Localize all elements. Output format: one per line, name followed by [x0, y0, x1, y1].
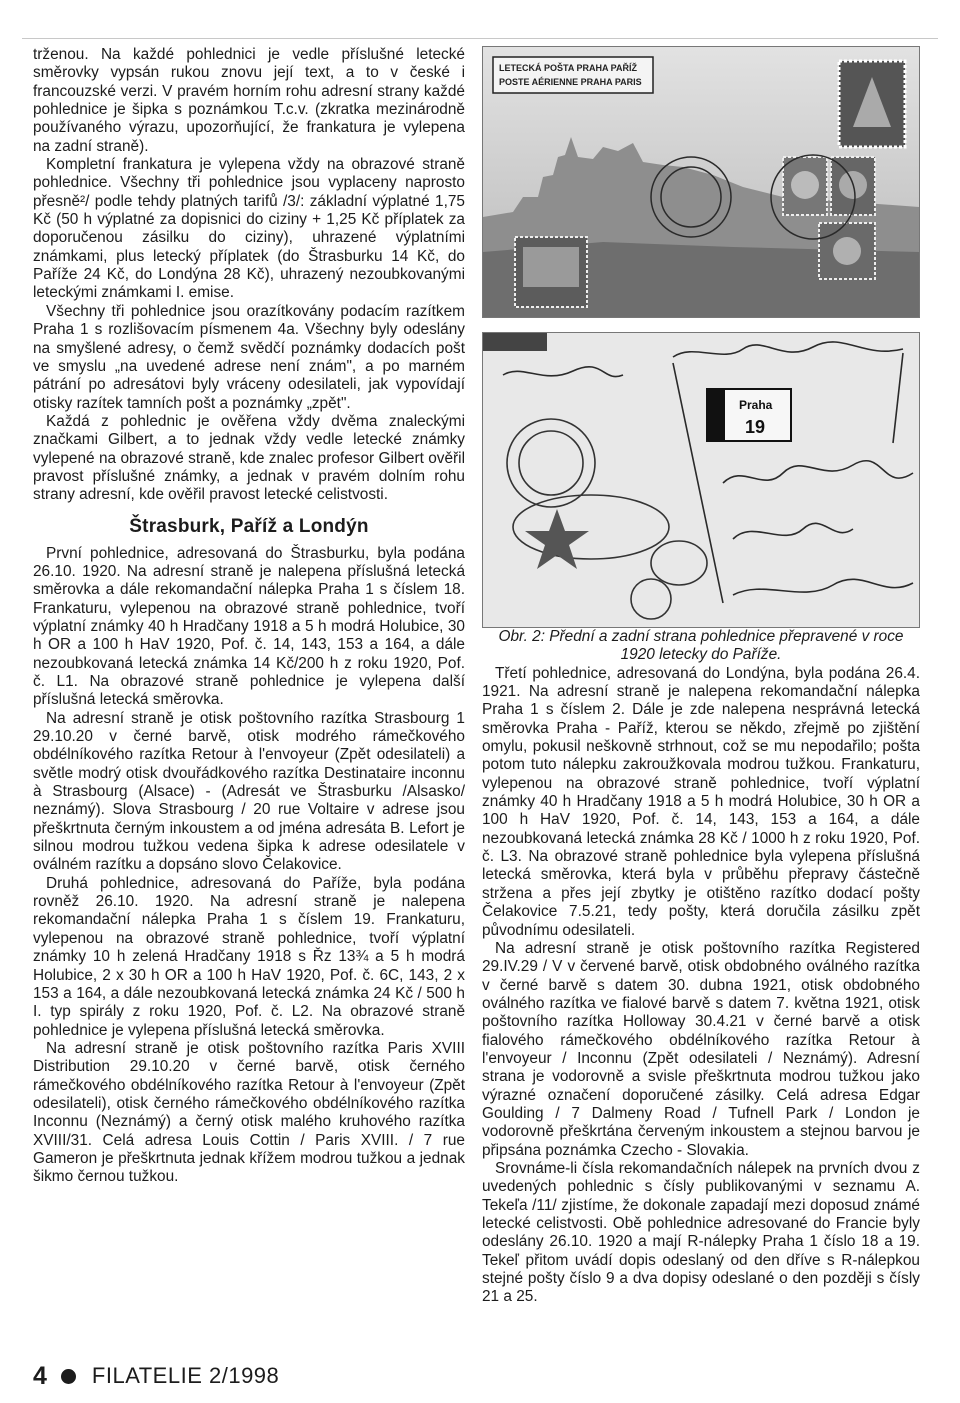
stamp-hradcany-icon — [839, 61, 905, 147]
page-number: 4 — [33, 1362, 47, 1390]
paragraph: Na adresní straně je otisk poštovního razítka Paris XVIII Distribution 29.10.20 v černé barvě, otisk černého rámečkového obdélníkového razítka Retour à l'envoyeur (Zpět odesilateli), otisk černého rámečkového obdélníkového razítka Inconnu (Neznámý) a černý otisk malého kruhového razítka XVIII/31. Celá adresa Louis Cottin / Paris XVIII. / 7 rue Gameron je přeškrtnuta jednak křížem modrou tužkou a jednak šikmo černou tužkou. — [33, 1039, 465, 1186]
paragraph: Všechny tři pohlednice jsou orazítkovány podacím razítkem Praha 1 s rozlišovacím písmenem 4a. Všechny byly odeslány na smyšlené adresy, o čemž svědčí poznámky dodacích pošt ve smyslu „na uvedené adrese není znám", a po marném pátrání po adresátovi byly vráceny odesilateli, jak vypovídají otisky razítek tamních pošt a poznámky „zpět". — [33, 302, 465, 412]
stamp-airmail-icon — [515, 237, 587, 307]
registration-label — [707, 389, 791, 441]
paragraph: Srovnáme-li čísla rekomandačních nálepek na prvních dvou z uvedených pohlednic s čísly publikovanými v seznamu A. Tekeľa /11/ zjistíme, že dokonale zapadají mezi doposud známé letecké celistvosti. Obě pohlednice adresované do Francie byly odeslány 26.10. 1920 a mají R-nálepky Praha 1 číslo 18 a 19. Tekeľ přitom uvádí dopis odeslaný od den dříve s R-nálepkou stejné pošty číslo 9 a dva dopisy odeslané o den později s čísly 21 a 25. — [482, 1159, 920, 1306]
airmail-label-top: LETECKÁ POŠTA PRAHA PAŘÍŽ — [499, 63, 638, 73]
bullet-dot-icon — [61, 1369, 76, 1384]
caption-line: Obr. 2: Přední a zadní strana pohlednice přepravené v roce — [498, 628, 904, 645]
registration-number: 19 — [745, 417, 766, 437]
stamp-holubice-icon — [783, 157, 827, 215]
paragraph: Kompletní frankatura je vylepena vždy na obrazové straně pohlednice. Všechny tři pohlednice jsou vyplaceny naprosto přesně²/ podle tehdy platných tarifů /3/: základní výplatné 1,75 Kč (50 h výplatné za dopisnici do ciziny + 1,25 Kč příplatek za doporučenou zásilku do ciziny), uhrazené výplatními známkami, plus letecký příplatek (do Štrasburku 14 Kč, do Paříže 24 Kč, do Londýna 28 Kč), uhrazený nezoubkovanými leteckými známkami I. emise. — [33, 156, 465, 302]
paragraph: První pohlednice, adresovaná do Štrasburku, byla podána 26.10. 1920. Na adresní straně je nalepena příslušná letecká směrovka a dále rekomandační nálepka Praha 1 s číslem 18. Frankaturu, vylepenou na obrazové straně pohlednice, tvoří výplatní známky 40 h Hradčany 1918 a 5 h modrá Holubice, 30 h OR a 100 h HaV 1920, Pof. č. 14, 143, 153 a 164, a dále nezoubkovaná letecká známka 14 Kč/200 h z roku 1920, Pof. č. L1. Na obrazové straně pohlednice je vylepena další příslušná letecká směrovka. — [33, 544, 465, 709]
page-footer — [33, 1362, 463, 1390]
left-column — [33, 46, 465, 1187]
right-column — [482, 46, 920, 1307]
postcard-back-photo — [482, 332, 920, 628]
paragraph: Na adresní straně je otisk poštovního razítka Strasbourg 1 29.10.20 v černé barvě, otisk modrého rámečkového obdélníkového razítka Retour à l'envoyeur (Zpět odesilateli) a světle modrý otisk dvouřádkového razítka Destinataire inconnu à Strasbourg (Alsace) - (Adresát ve Štrasburku /Alsasko/ neznámý). Slova Strasbourg / 20 rue Voltaire v adrese jsou přeškrtnuta černým inkoustem a od jména adresáta B. Lefort je silnou modrou tužkou vedena šipka k adrese odesilatele v oválném razítku a dopsáno slovo Čelakovice. — [33, 709, 465, 874]
paragraph: trženou. Na každé pohlednici je vedle příslušné letecké směrovky vypsán rukou znovu její text, a to v české i francouzské verzi. V pravém horním rohu adresní strany každé pohlednice je šipka s poznámkou T.c.v. (zkratka mezinárodně používaného výrazu, upozorňující, že frankatura je vylepena na zadní straně). — [33, 46, 465, 155]
paragraph: Druhá pohlednice, adresovaná do Paříže, byla podána rovněž 26.10. 1920. Na adresní straně je nalepena rekomandační nálepka Praha 1 s číslem 19. Frankaturu, vylepenou na obrazové straně pohlednice, tvoří výplatní známky 10 h zelená Hradčany 1918 s Řz 13¾ a 5 h modrá Holubice, 2 x 30 h OR a 100 h HaV 1920, Pof. č. 6C, 143, 2 x 153 a 164, a dále nezoubkovaná letecká známka 24 Kč / 500 h I. typ spirály z roku 1920, Pof. č. L2. Na obrazové straně pohlednice je vylepena příslušná letecká směrovka. — [33, 874, 465, 1039]
paragraph: Třetí pohlednice, adresovaná do Londýna, byla podána 26.4. 1921. Na adresní straně je nalepena rekomandační nálepka Praha 1 s číslem 2. Dále je zde nalepena nesprávná letecká směrovka Praha - Paříž, kterou se někdo, zřejmě po zjištění omylu, pokusil neškovně strhnout, což se mu nepodařilo; pošta potom tuto nálepku zakroužkovala modrou tužkou. Frankaturu, vylepenou na obrazové straně pohlednice, tvoří výplatní známky 40 h Hradčany 1918 a 5 h modrá Holubice, 30 h OR a 100 h HaV 1920, Pof. č. 14, 143, 153 a 164, a dále nezoubkovaná letecká známka 28 Kč / 1000 h z roku 1920, Pof. č. L3. Na obrazové straně pohlednice byla vylepena příslušná letecká směrovka, která byla v průběhu přepravy částečně stržena a přes její zbytky je otištěno razítko dodací pošty Čelakovice 7.5.21, tedy pošty, která doručila zásilku zpět původnímu odesilateli. — [482, 664, 920, 939]
magazine-name: FILATELIE 2/1998 — [91, 1363, 280, 1388]
registration-city: Praha — [739, 398, 773, 412]
figure — [482, 46, 920, 665]
stamp-hav-icon — [819, 223, 875, 279]
airmail-label-bottom: POSTE AÉRIENNE PRAHA PARIS — [499, 77, 642, 87]
top-rule — [22, 38, 938, 39]
caption-line: 1920 letecky do Paříže. — [620, 646, 782, 664]
section-heading: Štrasburk, Paříž a Londýn — [129, 515, 369, 537]
figure-caption — [482, 628, 920, 665]
postcard-front-photo — [482, 46, 920, 318]
paragraph: Každá z pohlednic je ověřena vždy dvěma znaleckými značkami Gilbert, a to jednak vždy vedle letecké známky vylepené na obrazové straně, kde znalec profesor Gilbert ověřil pravost příslušné známky, a jednak v pravém dolním rohu strany adresní, kde ověřil pravost letecké celistvosti. — [33, 412, 465, 504]
paragraph: Na adresní straně je otisk poštovního razítka Registered 29.IV.29 / V v červené barvě, otisk obdobného oválného razítka v černé barvě s datem 30. dubna 1921, otisk obdobného oválného razítka ve fialové barvě s datem 7. května 1921, otisk poštovního razítka Holloway 30.4.21 v černé barvě a otisk fialového rámečkového obdélníkového razítka Retour à l'envoyeur / Inconnu (Zpět odesilateli / Neznámý). Adresní strana je vodorovně a svisle přeškrtnuta modrou tužkou jako výrazné označení doporučené zásilky. Celá adresa Edgar Goulding / 7 Dalmeny Road / Tufnell Park / London je vodorovně přeškrtána červeným inkoustem a stejnou barvou je připsána poznámka Czecho - Slovakia. — [482, 939, 920, 1159]
